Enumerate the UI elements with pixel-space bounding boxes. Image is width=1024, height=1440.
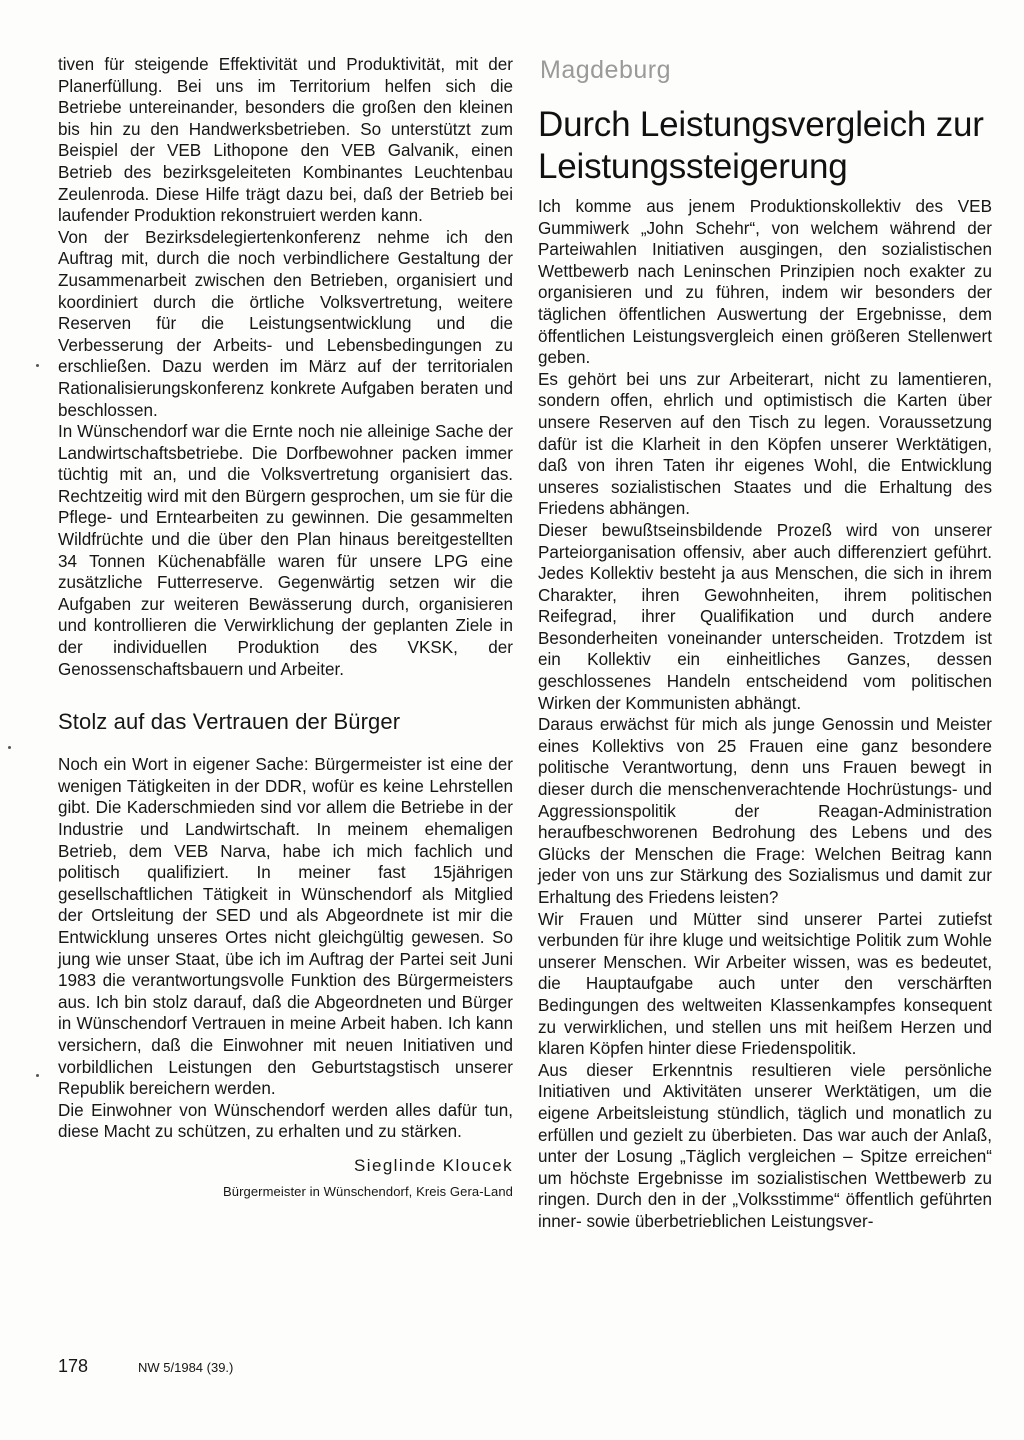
print-speck bbox=[36, 364, 39, 367]
signature-name: Sieglinde Kloucek bbox=[354, 1155, 513, 1175]
page-number: 178 bbox=[58, 1356, 89, 1376]
paragraph: Es gehört bei uns zur Arbeiterart, nicht zu lamentieren, sondern offen, ehrlich und optimistisch die Karten über unsere Reserven auf den Tisch zu legen. Voraussetzung dafür ist die Klarheit in den Köpfen unserer Werktätigen, daß von ihren Taten ihr eigenes Wohl, die Entwicklung unseres sozialistischen Staates und die Erhaltung des Friedens abhängen. bbox=[538, 369, 992, 519]
paragraph: Ich komme aus jenem Produktionskollektiv des VEB Gummiwerk „John Schehr“, von welchem während der Parteiwahlen Initiativen ausgingen, den sozialistischen Wettbewerb nach Leninschen Prinzipien noch exakter zu organisieren und zu führen, indem wir besonders der täglichen öffentlichen Auswertung der Ergebnisse, dem öffentlichen Leistungsvergleich einen größeren Stellenwert geben. bbox=[538, 197, 992, 368]
issue-label: NW 5/1984 (39.) bbox=[138, 1360, 234, 1375]
paragraph: In Wünschendorf war die Ernte noch nie alleinige Sache der Landwirtschaftsbetriebe. Die Dorfbewohner packen immer tüchtig mit an, und die Volksvertretung organisiert das. Rechtzeitig wird mit den Bürgern gesprochen, um sie für die Pflege- und Erntearbeiten zu gewinnen. Die gesammelten Wildfrüchte und die über den Plan hinaus bereitgestellten 34 Tonnen Küchenabfälle waren für unsere LPG eine zusätzliche Futterreserve. Gegenwärtig setzen wir die Aufgaben zur weiteren Bewässerung durch, organisieren und kontrollieren die Verwirklichung der geplanten Ziele in der individuellen Produktion des VKSK, der Genossenschaftsbauern und Arbeiter. bbox=[58, 422, 513, 679]
paragraph: tiven für steigende Effektivität und Produktivität, mit der Planerfüllung. Bei uns im Territorium helfen sich die Betriebe untereinander, besonders die großen den kleinen bis hin zu den Handwerksbetrieben. So unterstützt zum Beispiel der VEB Lithopone den VEB Galvanik, einen Betrieb des bezirksgeleiteten Kombinantes Leuchtenbau Zeulenroda. Diese Hilfe trägt dazu bei, daß der Betrieb bei laufender Produktion rekonstruiert werden kann. bbox=[58, 55, 513, 226]
location-kicker: Magdeburg bbox=[540, 56, 671, 84]
paragraph: Aus dieser Erkenntnis resultieren viele persönliche Initiativen und Aktivitäten unserer Werktätigen, um die eigene Arbeitsleistung stündlich, täglich und monatlich zu erfüllen und gezielt zu überbieten. Das war auch der Anlaß, unter der Losung „Täglich vergleichen – Spitze erreichen“ um höchste Ergebnisse im sozialistischen Wettbewerb zu ringen. Durch den in der „Volksstimme“ öffentlich geführten inner- sowie überbetrieblichen Leistungsver- bbox=[538, 1060, 992, 1231]
paragraph: Von der Bezirksdelegiertenkonferenz nehme ich den Auftrag mit, durch die noch verbindlichere Gestaltung der Zusammenarbeit zwischen den Betrieben, organisiert und koordiniert durch die örtliche Volksvertretung, weitere Reserven für die Leistungsentwicklung und die Verbesserung der Arbeits- und Lebensbedingungen zu erschließen. Dazu werden im März auf der territorialen Rationalisierungskonferenz konkrete Aufgaben beraten und beschlossen. bbox=[58, 227, 513, 420]
print-speck bbox=[36, 1074, 39, 1077]
right-column bbox=[538, 196, 992, 1233]
paragraph: Wir Frauen und Mütter sind unserer Partei zutiefst verbunden für ihre kluge und weitsichtige Politik zum Wohle unserer Menschen. Wir Arbeiter wissen, was es bedeutet, die Hauptaufgabe auch unter den verschärften Bedingungen des weltweiten Klassenkampfes konsequent zu verwirklichen, und stellen uns mit heißem Herzen und klaren Köpfen hinter diese Friedenspolitik. bbox=[538, 909, 992, 1059]
paragraph: Dieser bewußtseinsbildende Prozeß wird von unserer Parteiorganisation offensiv, aber auch differenziert geführt. Jedes Kollektiv besteht ja aus Menschen, die sich in ihrem Charakter, ihren Gewohnheiten, ihrem politischen Reifegrad, ihrer Qualifikation und durch andere Besonderheiten voneinander unterscheiden. Trotzdem ist ein Kollektiv ein einheitliches Ganzes, dessen geschlossenes Handeln entscheidend vom politischen Wirken der Kommunisten abhängt. bbox=[538, 520, 992, 713]
paragraph: Noch ein Wort in eigener Sache: Bürgermeister ist eine der wenigen Tätigkeiten in der DDR, wofür es keine Lehrstellen gibt. Die Kaderschmieden sind vor allem die Betriebe in der Industrie und Landwirtschaft. In meinem ehemaligen Betrieb, dem VEB Narva, habe ich mich fachlich und politisch qualifiziert. In meiner fast 15jährigen gesellschaftlichen Tätigkeit in Wünschendorf als Mitglied der Ortsleitung der SED und als Abgeordnete ist mir die Entwicklung unseres Ortes nicht gleichgültig gewesen. So jung wie unser Staat, übe ich im Auftrag der Partei seit Juni 1983 die verantwortungsvolle Funktion des Bürgermeisters aus. Ich bin stolz darauf, daß die Abgeordneten und Bürger in Wünschendorf Vertrauen in meine Arbeit haben. Ich kann versichern, daß die Einwohner mit neuen Initiativen und vorbildlichen Leistungen den Geburtstagstisch unserer Republik bereichern werden. bbox=[58, 755, 513, 1099]
subheading: Stolz auf das Vertrauen der Bürger bbox=[58, 709, 401, 735]
left-column bbox=[58, 54, 513, 1202]
article-headline: Durch Leistungsvergleich zur Leistungssteigerung bbox=[538, 105, 984, 186]
paragraph: Die Einwohner von Wünschendorf werden alles dafür tun, diese Macht zu schützen, zu erhalten und zu stärken. bbox=[58, 1100, 513, 1142]
paragraph: Daraus erwächst für mich als junge Genossin und Meister eines Kollektivs von 25 Frauen eine ganz besondere politische Verantwortung, denn uns Frauen bewegt in dieser durch die menschenverachtende Hochrüstungs- und Aggressionspolitik der Reagan-Administration heraufbeschworenen Bedrohung des Lebens und des Glücks der Menschen die Frage: Welchen Beitrag kann jeder von uns zur Stärkung des Sozialismus und damit zur Erhaltung des Friedens leisten? bbox=[538, 715, 992, 907]
print-speck bbox=[8, 746, 11, 749]
signature-role: Bürgermeister in Wünschendorf, Kreis Gera-Land bbox=[222, 1183, 513, 1199]
